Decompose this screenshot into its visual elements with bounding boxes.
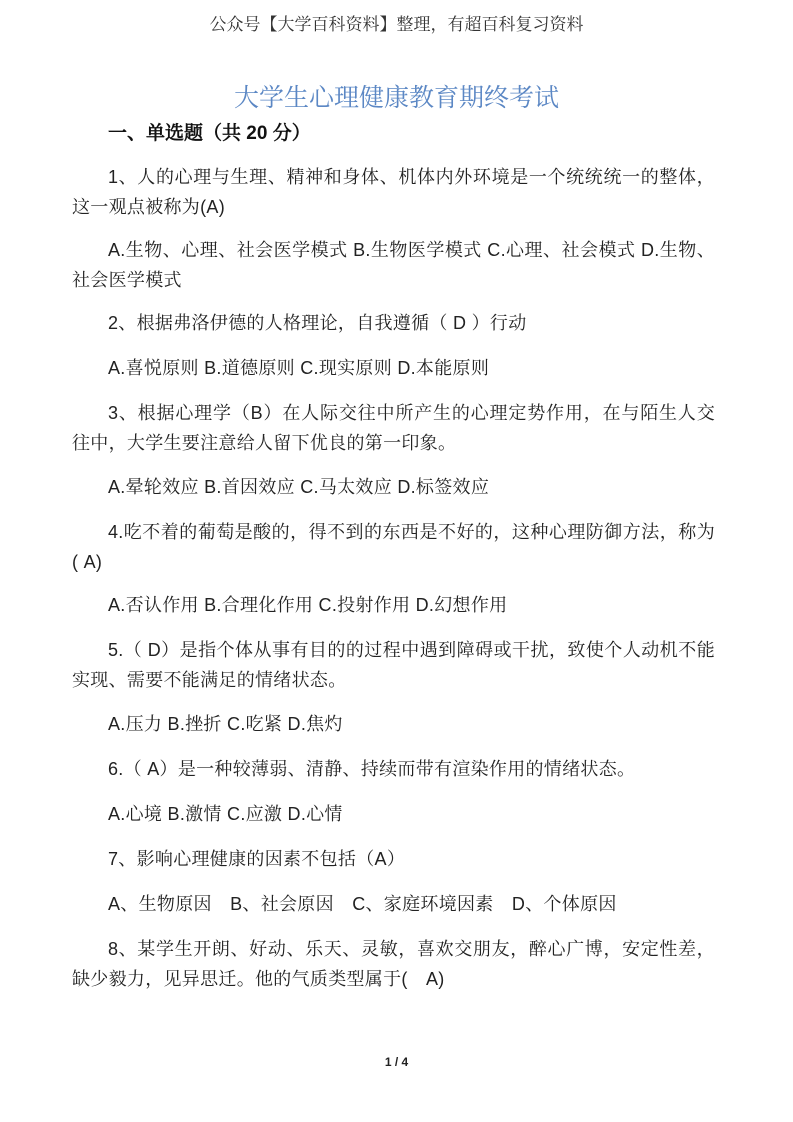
page-number: 1 / 4 [384,1055,409,1069]
question-7: 7、影响心理健康的因素不包括（A） [108,849,406,869]
question-1: 1、人的心理与生理、精神和身体、机体内外环境是一个统统统一的整体，这一观点被称为(A) [72,167,715,217]
options-1: A.生物、心理、社会医学模式 B.生物医学模式 C.心理、社会模式 D.生物、社会医学模式 [72,240,715,290]
question-5: 5.（ D）是指个体从事有目的的过程中遇到障碍或干扰，致使个人动机不能实现、需要不能满足的情绪状态。 [72,640,715,690]
section-heading: 一、单选题（共 20 分） [108,123,311,144]
options-6: A.心境 B.激情 C.应激 D.心情 [108,804,343,824]
question-4: 4.吃不着的葡萄是酸的，得不到的东西是不好的，这种心理防御方法，称为( A) [72,522,715,572]
question-8: 8、某学生开朗、好动、乐天、灵敏，喜欢交朋友，醉心广博，安定性差，缺少毅力，见异思迁。他的气质类型属于( A) [72,939,715,989]
options-7: A、生物原因 B、社会原因 C、家庭环境因素 D、个体原因 [108,894,617,914]
document-title: 大学生心理健康教育期终考试 [233,84,559,112]
options-2: A.喜悦原则 B.道德原则 C.现实原则 D.本能原则 [108,358,490,378]
options-5: A.压力 B.挫折 C.吃紧 D.焦灼 [108,714,343,734]
question-2: 2、根据弗洛伊德的人格理论，自我遵循（ D ）行动 [108,313,527,333]
question-6: 6.（ A）是一种较薄弱、清静、持续而带有渲染作用的情绪状态。 [108,759,636,779]
options-4: A.否认作用 B.合理化作用 C.投射作用 D.幻想作用 [108,595,508,615]
options-3: A.晕轮效应 B.首因效应 C.马太效应 D.标签效应 [108,477,490,497]
page-header: 公众号【大学百科资料】整理，有超百科复习资料 [209,15,584,34]
question-3: 3、根据心理学（B）在人际交往中所产生的心理定势作用，在与陌生人交往中，大学生要注意给人留下优良的第一印象。 [72,403,715,453]
